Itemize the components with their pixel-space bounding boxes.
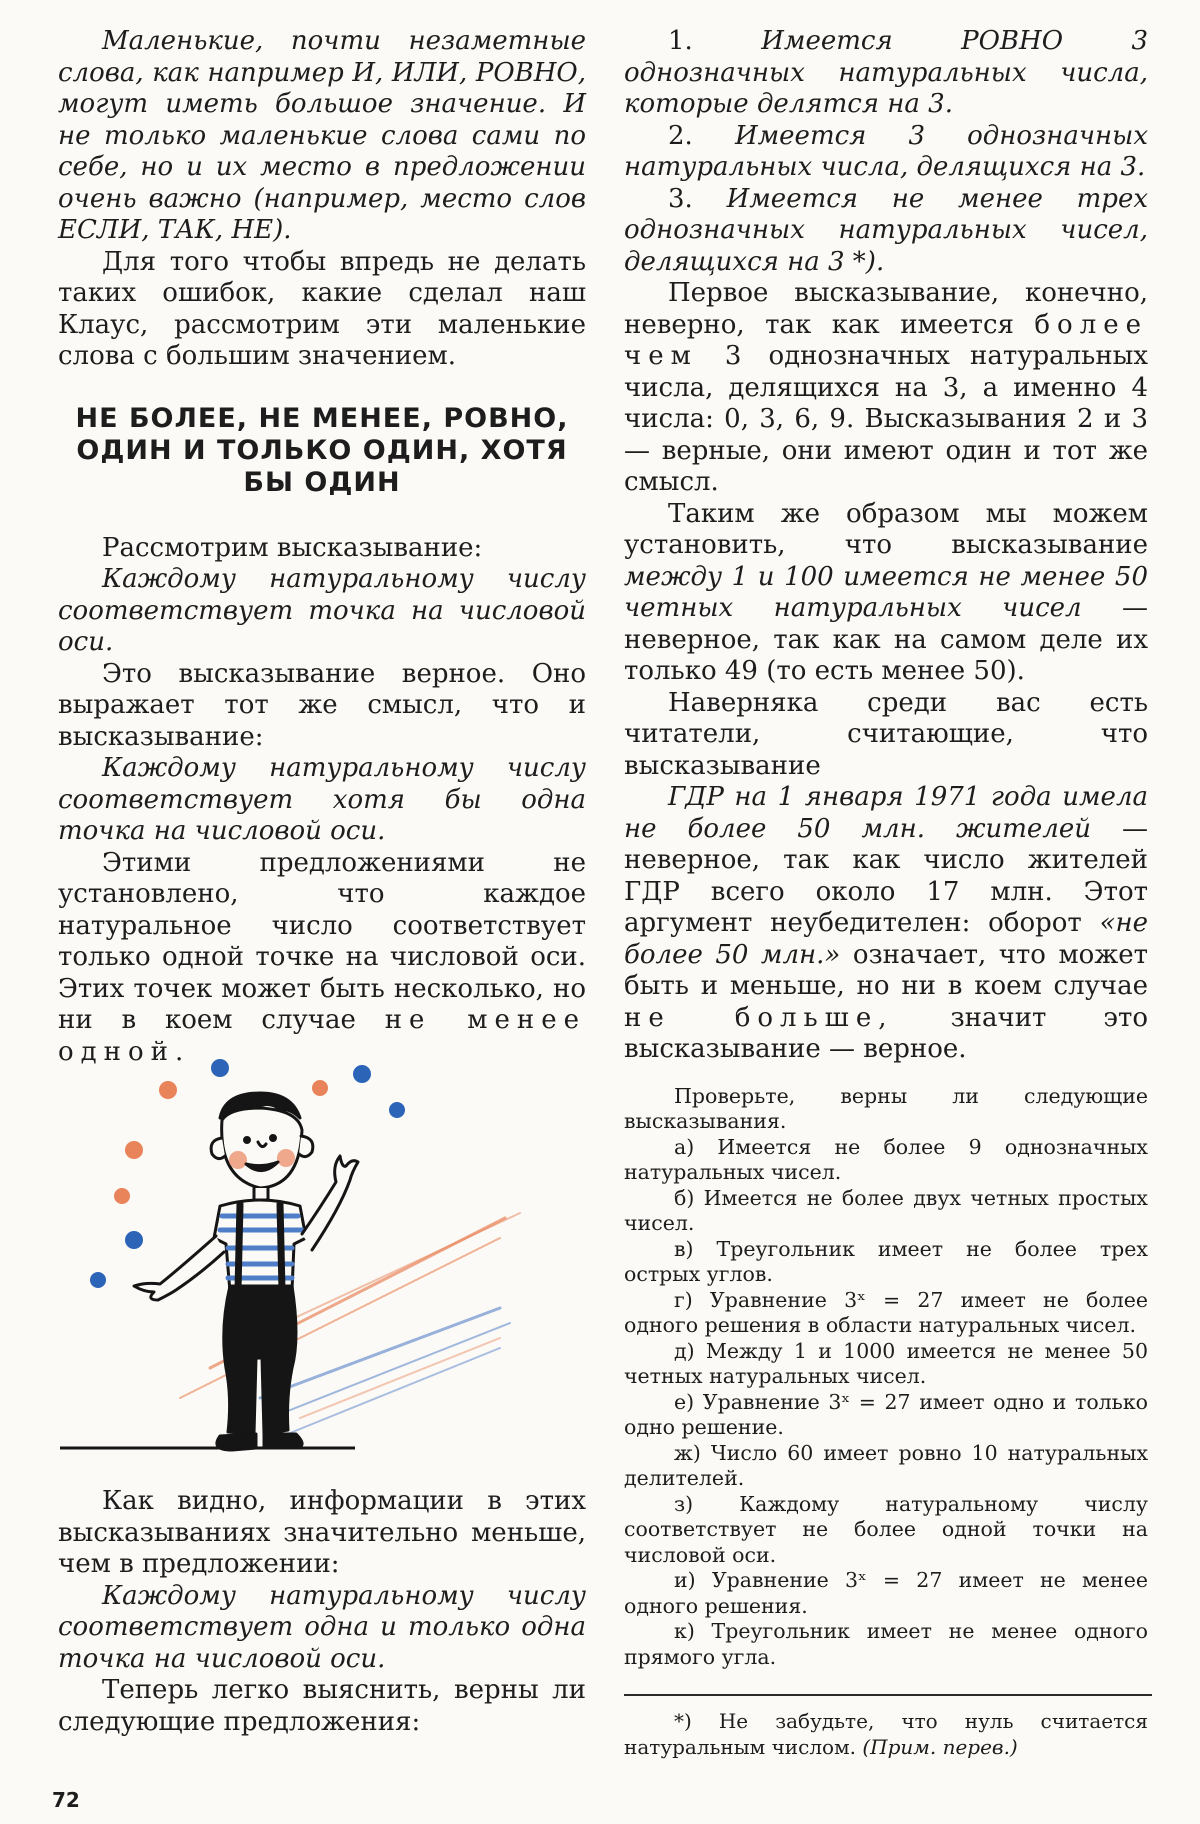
statement-2: Каждому натуральному числу соответствует хотя бы одна точка на числовой оси. (58, 753, 586, 846)
exercise-item: з) Каждому натуральному числу соответствует не более одной точки на числовой оси. (624, 1491, 1148, 1567)
exercise-item: а) Имеется не более 9 однозначных натуральных чисел. (624, 1134, 1148, 1184)
statement-3: Каждому натуральному числу соответствует одна и только одна точка на числовой оси. (58, 1580, 586, 1674)
exercise-intro: Проверьте, верны ли следующие высказывания. (624, 1083, 1148, 1133)
exercise-item: е) Уравнение 3ˣ = 27 имеет одно и только одно решение. (624, 1389, 1148, 1439)
exercise-item: и) Уравнение 3ˣ = 27 имеет не менее одного решения. (624, 1568, 1148, 1618)
paragraph-these: Этими предложениями не установлено, что каждое натуральное число соответствует только одной точке на числовой оси. Этих точек может быть несколько, но ни в коем случае не менее одной. (58, 847, 586, 1067)
paragraph-seen: Как видно, информации в этих высказываниях значительно меньше, чем в предложении: (58, 1486, 586, 1579)
paragraph-first: Первое высказывание, конечно, неверно, так как имеется более чем 3 однозначных натуральных числа, делящихся на 3, а именно 4 числа: 0, 3, 6, 9. Высказывания 2 и 3 — верные, они имеют один и тот же смысл. (624, 278, 1149, 497)
paragraph-gdr: ГДР на 1 января 1971 года имела не более 50 млн. жителей — неверное, так как число жителей ГДР всего около 17 млн. Этот аргумент неубедителен: оборот «не более 50 млн.» означает, что может быть и меньше, но ни в коем случае не больше, значит это высказывание — верное. (624, 782, 1149, 1064)
exercise-item: б) Имеется не более двух четных простых чисел. (624, 1185, 1148, 1235)
left-column (58, 26, 586, 1738)
juggling-boy-illustration (60, 1038, 530, 1478)
item-1: 1. Имеется РОВНО 3 однозначных натуральных числа, которые делятся на 3. (624, 26, 1148, 119)
exercise-item: к) Треугольник имеет не менее одного прямого угла. (624, 1619, 1148, 1669)
right-column (624, 26, 1148, 1760)
page-number: 72 (52, 1788, 80, 1812)
item-2: 2. Имеется 3 однозначных натуральных числа, делящихся на 3. (624, 120, 1148, 182)
exercise-item: д) Между 1 и 1000 имеется не менее 50 четных натуральных чисел. (624, 1338, 1148, 1388)
section-heading: НЕ БОЛЕЕ, НЕ МЕНЕЕ, РОВНО, ОДИН И ТОЛЬКО ОДИН, ХОТЯ БЫ ОДИН (75, 402, 569, 498)
footnote-divider (624, 1694, 1152, 1696)
paragraph-readers: Наверняка среди вас есть читатели, считающие, что высказывание (624, 687, 1148, 781)
statement-1: Каждому натуральному числу соответствует точка на числовой оси. (58, 564, 586, 657)
paragraph-true: Это высказывание верное. Оно выражает тот же смысл, что и высказывание: (58, 658, 586, 752)
exercise-item: г) Уравнение 3ˣ = 27 имеет не более одного решения в области натуральных чисел. (624, 1287, 1148, 1337)
paragraph-same: Таким же образом мы можем установить, что высказывание между 1 и 100 имеется не менее 50 четных натуральных чисел — неверное, так как на самом деле их только 49 (то есть менее 50). (624, 498, 1148, 686)
exercise-item: ж) Число 60 имеет ровно 10 натуральных делителей. (624, 1440, 1148, 1490)
item-3: 3. Имеется не менее трех однозначных натуральных чисел, делящихся на 3 *). (624, 183, 1148, 277)
footnote: *) Не забудьте, что нуль считается натуральным числом. (Прим. перев.) (624, 1709, 1148, 1759)
intro-plain: Для того чтобы впредь не делать таких ошибок, какие сделал наш Клаус, рассмотрим эти маленькие слова с большим значением. (58, 246, 586, 371)
spaced-phrase: не менее одной. (58, 1005, 586, 1067)
paragraph-now: Теперь легко выяснить, верны ли следующие предложения: (58, 1675, 586, 1737)
exercise-block (624, 1084, 1148, 1671)
intro-italic: Маленькие, почти незаметные слова, как например И, ИЛИ, РОВНО, могут иметь большое значение. И не только маленькие слова сами по себе, но и их место в предложении очень важно (например, место слов ЕСЛИ, ТАК, НЕ). (58, 26, 586, 245)
consider-text: Рассмотрим высказывание: (102, 532, 483, 563)
exercise-item: в) Треугольник имеет не более трех острых углов. (624, 1236, 1148, 1286)
